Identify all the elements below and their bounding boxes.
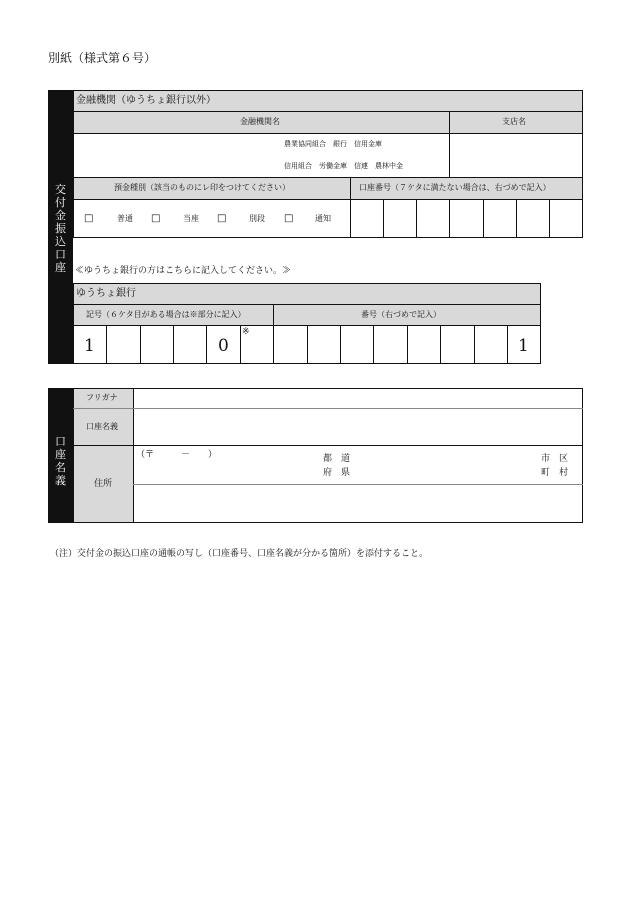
- yucho-header: ゆうちょ銀行: [76, 288, 136, 299]
- bank-name-column: 金融機関名: [240, 117, 280, 126]
- checkbox-futsu[interactable]: □: [84, 213, 94, 224]
- institution-types-line1: 農業協同組合 銀行 信用金庫: [284, 140, 382, 148]
- account-name-label: 口座名義: [86, 422, 118, 431]
- yucho-symbol-digit-5[interactable]: 0: [218, 336, 229, 356]
- checkbox-toza[interactable]: □: [151, 213, 161, 224]
- deposit-option-toza: 当座: [183, 214, 199, 223]
- page-title: 別紙（様式第６号）: [48, 51, 157, 65]
- yucho-symbol-digit-1[interactable]: 1: [84, 336, 95, 356]
- deposit-option-betsudan: 別段: [249, 214, 265, 223]
- address-label: 住所: [94, 479, 113, 489]
- todo-label: 都 道: [323, 454, 351, 464]
- yucho-symbol-header: 記号（６ケタ目がある場合は※部分に記入）: [86, 310, 246, 319]
- section1-side-label: 交付金振込口座: [55, 183, 66, 274]
- account-name-input[interactable]: [134, 409, 582, 445]
- branch-name-column: 支店名: [502, 117, 526, 126]
- account-number-header: 口座番号（７ケタに満たない場合は、右づめで記入）: [359, 183, 551, 192]
- deposit-option-futsu: 普通: [117, 214, 133, 223]
- furigana-label: フリガナ: [86, 393, 118, 402]
- yucho-note: ≪ゆうちょ銀行の方はこちらに記入してください。≫: [75, 266, 292, 276]
- furigana-input[interactable]: [134, 389, 582, 408]
- bank-header: 金融機関（ゆうちょ銀行以外）: [76, 95, 216, 106]
- yucho-number-last-digit[interactable]: 1: [518, 336, 529, 356]
- section2-side-label: 口座名義: [55, 435, 66, 487]
- shiku-label: 市 区: [541, 454, 569, 464]
- institution-types-line2: 信用組合 労働金庫 信連 農林中金: [284, 162, 403, 170]
- postal-code: （〒 － ）: [136, 450, 218, 460]
- attachment-note: （注）交付金の振込口座の通帳の写し（口座番号、口座名義が分かる箇所）を添付すること。: [50, 549, 429, 559]
- yucho-number-header: 番号（右づめで記入）: [361, 310, 441, 319]
- yucho-asterisk: ※: [242, 327, 250, 337]
- deposit-type-header: 預金種別（該当のものにレ印をつけてください）: [114, 183, 290, 192]
- choson-label: 町 村: [541, 468, 569, 478]
- checkbox-betsudan[interactable]: □: [217, 213, 227, 224]
- fuken-label: 府 県: [323, 468, 351, 478]
- deposit-option-tsuchi: 通知: [315, 214, 331, 223]
- checkbox-tsuchi[interactable]: □: [284, 213, 294, 224]
